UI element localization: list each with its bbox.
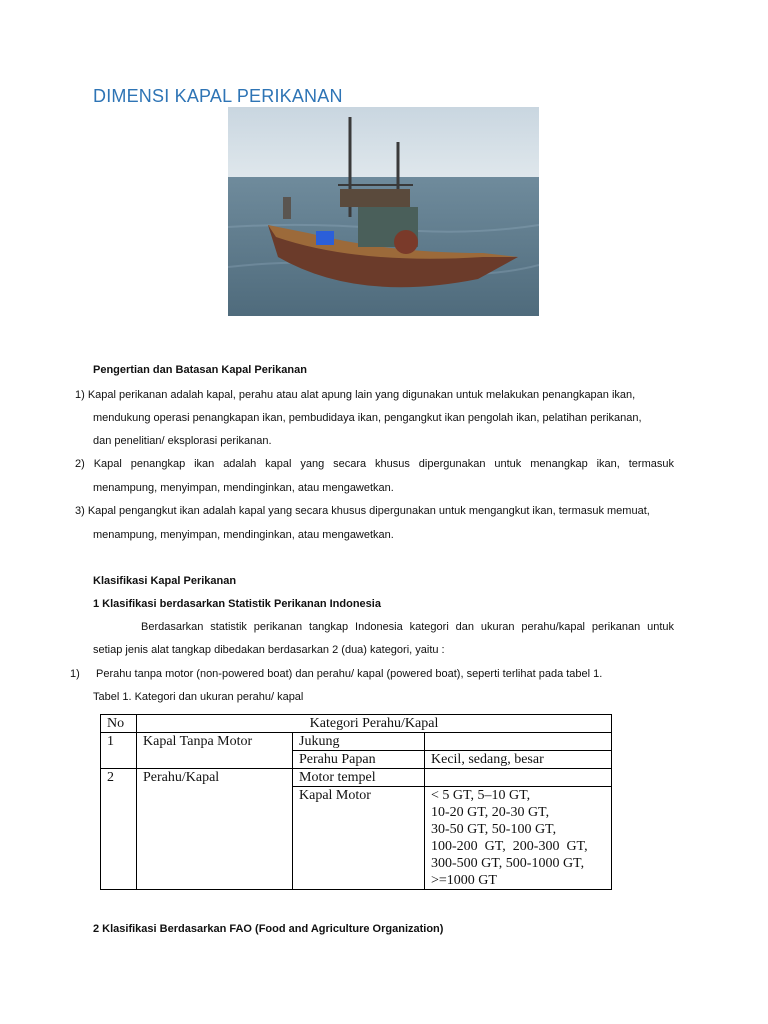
table-caption: Tabel 1. Kategori dan ukuran perahu/ kapal — [93, 691, 304, 703]
section-heading-classification: Klasifikasi Kapal Perikanan — [93, 575, 237, 587]
row-1-no: 1 — [101, 733, 137, 751]
definition-1-line-3: dan penelitian/ eksplorasi perikanan. — [93, 435, 272, 447]
size-line: 10-20 GT, 20-30 GT, — [431, 805, 550, 820]
page-title: DIMENSI KAPAL PERIKANAN — [93, 86, 343, 106]
subsection-heading-statistics: 1 Klasifikasi berdasarkan Statistik Perikanan Indonesia — [93, 598, 381, 610]
row-2-sizes — [425, 787, 612, 890]
definition-3-line-2: menampung, menyimpan, mendinginkan, atau mengawetkan. — [93, 529, 394, 541]
row-1-type-b: Perahu Papan — [293, 751, 425, 769]
row-2-size-a — [425, 769, 612, 787]
size-line: >=1000 GT — [431, 873, 497, 888]
row-2-type-a: Motor tempel — [293, 769, 425, 787]
section-heading-definition: Pengertian dan Batasan Kapal Perikanan — [93, 364, 307, 376]
row-2-type-b: Kapal Motor — [293, 787, 425, 890]
size-line: 30-50 GT, 50-100 GT, — [431, 822, 557, 837]
list-item-text: Perahu tanpa motor (non-powered boat) dan perahu/ kapal (powered boat), seperti terlihat pada tabel 1. — [96, 668, 603, 680]
definition-3-line-1: 3) Kapal pengangkut ikan adalah kapal yang secara khusus dipergunakan untuk mengangkut ikan, termasuk memuat, — [75, 505, 650, 517]
row-2-category: Perahu/Kapal — [137, 769, 293, 787]
row-1-category: Kapal Tanpa Motor — [137, 733, 293, 751]
definition-2-line-2: menampung, menyimpan, mendinginkan, atau mengawetkan. — [93, 482, 394, 494]
table-row — [101, 751, 612, 769]
size-line: 100-200 GT, 200-300 GT, — [431, 839, 588, 854]
definition-2-line-1: 2) Kapal penangkap ikan adalah kapal yang secara khusus dipergunakan untuk menangkap ikan, termasuk — [75, 458, 674, 470]
fishing-boat-photo — [228, 107, 539, 316]
list-number: 1) — [70, 668, 80, 680]
table-row — [101, 787, 612, 890]
table-header-row — [101, 715, 612, 733]
table-row — [101, 769, 612, 787]
row-1-size-a — [425, 733, 612, 751]
boat-category-table — [100, 714, 612, 890]
paragraph-line-1: Berdasarkan statistik perikanan tangkap Indonesia kategori dan ukuran perahu/kapal perikanan untuk — [141, 621, 674, 633]
row-2-no: 2 — [101, 769, 137, 787]
size-line: < 5 GT, 5–10 GT, — [431, 788, 531, 803]
table-row — [101, 733, 612, 751]
paragraph-line-2: setiap jenis alat tangkap dibedakan berdasarkan 2 (dua) kategori, yaitu : — [93, 644, 445, 656]
row-1-size-b: Kecil, sedang, besar — [425, 751, 612, 769]
header-category: Kategori Perahu/Kapal — [137, 715, 612, 733]
header-no: No — [101, 715, 137, 733]
size-line: 300-500 GT, 500-1000 GT, — [431, 856, 585, 871]
row-1-type-a: Jukung — [293, 733, 425, 751]
definition-1-line-1: 1) Kapal perikanan adalah kapal, perahu atau alat apung lain yang digunakan untuk melakukan penangkapan ikan, — [75, 389, 636, 401]
definition-1-line-2: mendukung operasi penangkapan ikan, pembudidaya ikan, pengangkut ikan pengolah ikan, pelatihan perikanan, — [93, 412, 642, 424]
subsection-heading-fao: 2 Klasifikasi Berdasarkan FAO (Food and Agriculture Organization) — [93, 923, 444, 935]
